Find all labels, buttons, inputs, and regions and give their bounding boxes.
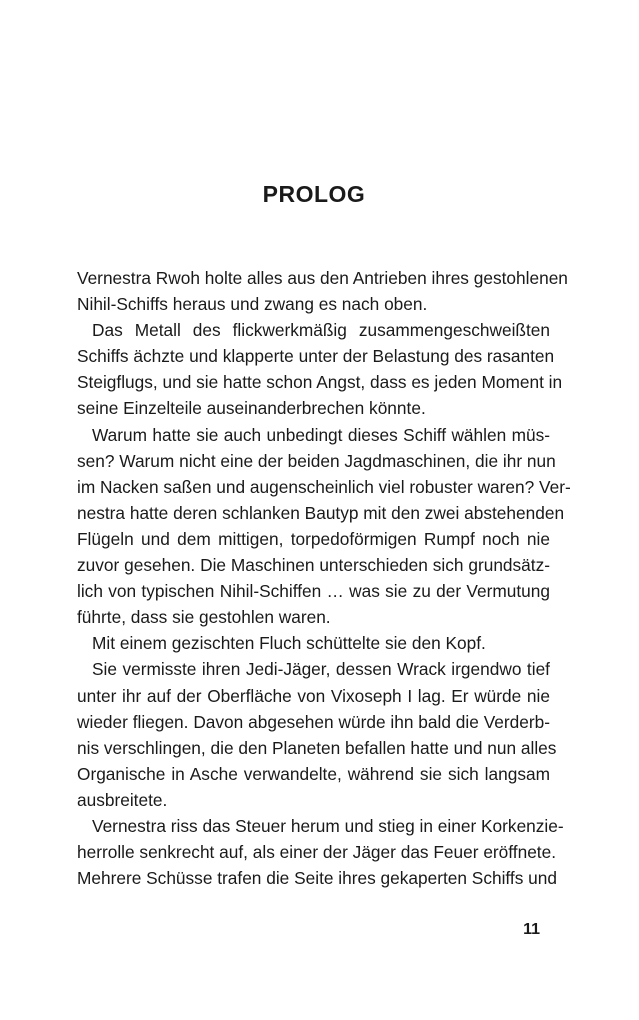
paragraph (77, 813, 564, 891)
text-line: Schiffs ächzte und klapperte unter der Belastung des rasanten (77, 346, 555, 367)
text-line: nestra hatte deren schlanken Bautyp mit den zwei abstehenden (77, 502, 565, 523)
paragraph (77, 656, 557, 813)
body-text (77, 265, 571, 891)
text-line: ausbreitete. (77, 789, 168, 810)
text-line: Vernestra riss das Steuer herum und stieg in einer Korkenzie- (92, 815, 564, 836)
paragraph (77, 630, 550, 656)
text-line: Mehrere Schüsse trafen die Seite ihres gekaperten Schiffs und (77, 868, 557, 889)
paragraph (77, 422, 571, 631)
text-line: unter ihr auf der Oberfläche von Vixoseph I lag. Er würde nie (77, 685, 550, 706)
text-line: Organische in Asche verwandelte, während sie sich langsam (77, 763, 550, 784)
page-number: 11 (523, 921, 540, 938)
chapter-title: PROLOG (262, 181, 366, 207)
paragraph (77, 265, 568, 317)
text-line: Sie vermisste ihren Jedi-Jäger, dessen Wrack irgendwo tief (92, 659, 550, 680)
text-line: wieder fliegen. Davon abgesehen würde ihn bald die Verderb- (77, 711, 550, 732)
text-line: führte, dass sie gestohlen waren. (77, 607, 331, 628)
text-line: herrolle senkrecht auf, als einer der Jäger das Feuer eröffnete. (77, 842, 557, 863)
text-line: Vernestra Rwoh holte alles aus den Antrieben ihres gestohlenen (77, 268, 568, 288)
paragraph (77, 317, 563, 421)
text-line: Flügeln und dem mittigen, torpedoförmigen Rumpf noch nie (77, 528, 550, 549)
text-line: zuvor gesehen. Die Maschinen unterschieden sich grundsätz- (77, 555, 550, 576)
text-line: Steigflugs, und sie hatte schon Angst, dass es jeden Moment in (77, 372, 563, 393)
text-line: lich von typischen Nihil-Schiffen … was sie zu der Vermutung (77, 581, 550, 602)
text-line: Mit einem gezischten Fluch schüttelte sie den Kopf. (92, 633, 486, 654)
text-line: im Nacken saßen und augenscheinlich viel robuster waren? Ver- (77, 476, 571, 497)
text-line: nis verschlingen, die den Planeten befallen hatte und nun alles (77, 737, 557, 758)
text-line: Das Metall des flickwerkmäßig zusammengeschweißten (92, 320, 550, 341)
text-line: seine Einzelteile auseinanderbrechen könnte. (77, 398, 426, 419)
text-line: Warum hatte sie auch unbedingt dieses Schiff wählen müs- (92, 424, 550, 445)
text-line: Nihil-Schiffs heraus und zwang es nach oben. (77, 294, 428, 315)
text-line: sen? Warum nicht eine der beiden Jagdmaschinen, die ihr nun (77, 450, 556, 471)
